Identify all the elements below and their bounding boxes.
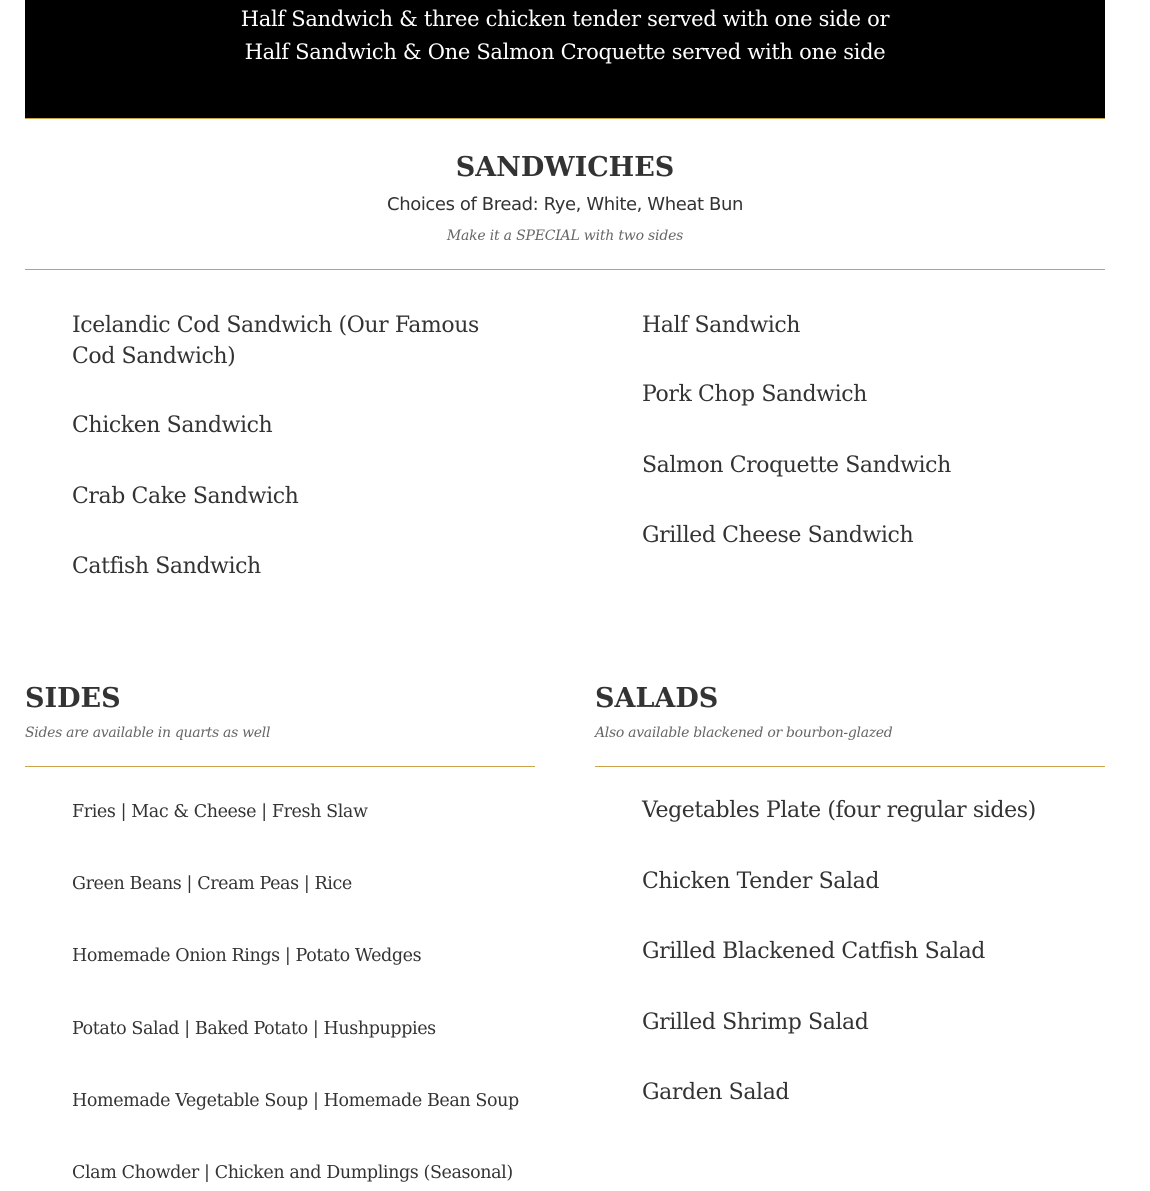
menu-item: Half Sandwich <box>642 313 801 338</box>
sandwiches-note: Make it a SPECIAL with two sides <box>446 228 684 244</box>
menu-item: Salmon Croquette Sandwich <box>642 453 951 478</box>
salads-title: SALADS <box>595 683 719 714</box>
special-line-1: Half Sandwich & three chicken tender served with one side or <box>240 7 890 31</box>
sandwiches-divider <box>25 269 1105 270</box>
menu-item: Catfish Sandwich <box>72 554 261 579</box>
salad-item: Vegetables Plate (four regular sides) <box>642 798 1036 823</box>
sandwiches-note-wrap <box>25 228 1105 244</box>
menu-item: Grilled Cheese Sandwich <box>642 523 914 548</box>
salads-divider <box>595 766 1105 767</box>
side-item: Green Beans | Cream Peas | Rice <box>72 874 352 894</box>
salad-item: Grilled Shrimp Salad <box>642 1010 869 1035</box>
salads-note: Also available blackened or bourbon-glazed <box>595 725 893 741</box>
sandwiches-header <box>25 152 1105 183</box>
special-banner <box>25 0 1105 119</box>
sides-note: Sides are available in quarts as well <box>25 725 271 741</box>
salad-item: Grilled Blackened Catfish Salad <box>642 939 985 964</box>
side-item: Potato Salad | Baked Potato | Hushpuppies <box>72 1019 436 1039</box>
side-item: Clam Chowder | Chicken and Dumplings (Seasonal) <box>72 1163 513 1183</box>
side-item: Homemade Vegetable Soup | Homemade Bean Soup <box>72 1091 519 1111</box>
sandwiches-subtitle-wrap <box>25 194 1105 215</box>
menu-item: Chicken Sandwich <box>72 413 273 438</box>
sandwiches-title: SANDWICHES <box>455 152 675 183</box>
menu-item: Icelandic Cod Sandwich (Our Famous Cod Sandwich) <box>72 313 479 369</box>
menu-item: Crab Cake Sandwich <box>72 484 299 509</box>
menu-item: Pork Chop Sandwich <box>642 382 867 407</box>
sandwiches-subtitle: Choices of Bread: Rye, White, Wheat Bun <box>387 194 743 215</box>
side-item: Homemade Onion Rings | Potato Wedges <box>72 946 422 966</box>
side-item: Fries | Mac & Cheese | Fresh Slaw <box>72 802 368 822</box>
special-line-2: Half Sandwich & One Salmon Croquette served with one side <box>244 40 886 64</box>
sides-divider <box>25 766 535 767</box>
sides-title: SIDES <box>25 683 121 714</box>
salad-item: Chicken Tender Salad <box>642 869 880 894</box>
salad-item: Garden Salad <box>642 1080 790 1105</box>
